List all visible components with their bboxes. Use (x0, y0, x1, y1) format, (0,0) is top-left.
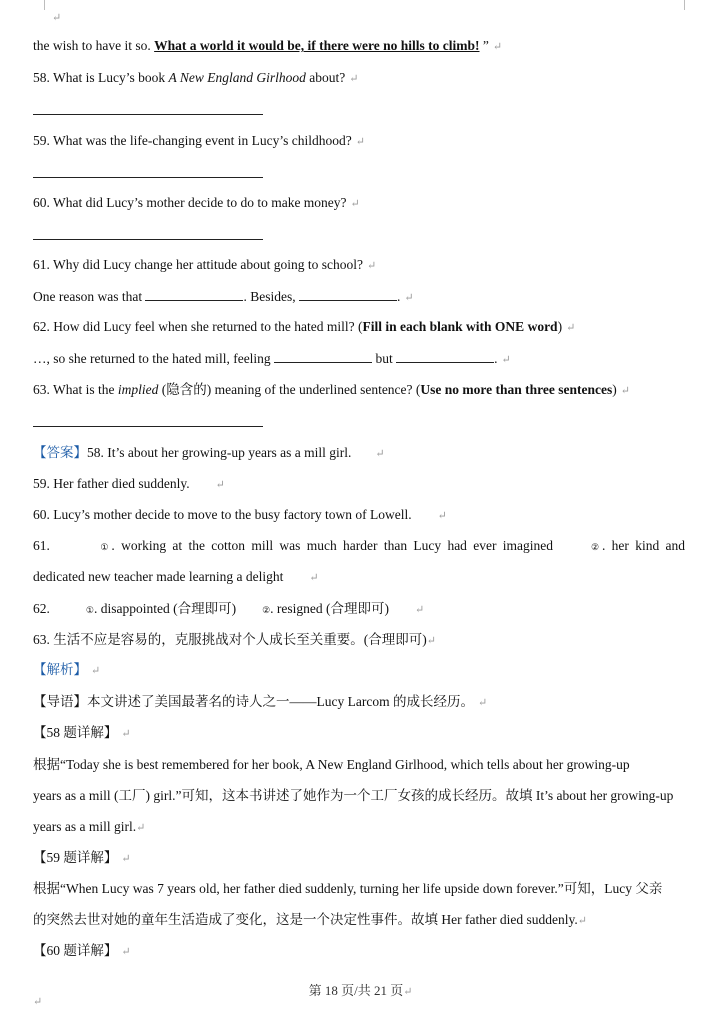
answer-61-line1: 61. ①. working at the cotton mill was much harder than Lucy had ever imagined ②. her kind and (33, 538, 686, 553)
answer-blank-60[interactable] (33, 238, 263, 240)
answer-61 (33, 537, 685, 556)
detail-60-heading: 【60 题详解】 ↵ (33, 943, 131, 958)
answer-58: 【答案】58. It’s about her growing-up years as a mill girl. ↵ (33, 445, 385, 460)
answer-61-continued: dedicated new teacher made learning a delight ↵ (33, 569, 319, 584)
answer-blank-58[interactable] (33, 113, 263, 115)
answer-blank-63[interactable] (33, 425, 263, 427)
paragraph-mark: ↵ (52, 12, 62, 24)
question-62: 62. How did Lucy feel when she returned to the hated mill? (Fill in each blank with ONE word) ↵ (33, 319, 576, 334)
answer-tag: 【答案】 (33, 445, 87, 460)
answer-blank-59[interactable] (33, 176, 263, 178)
detail-58-line3: years as a mill girl.↵ (33, 819, 146, 834)
question-63: 63. What is the implied (隐含的) meaning of the underlined sentence? (Use no more than three sentences) ↵ (33, 382, 630, 397)
fill-blank[interactable] (274, 350, 372, 363)
page-corner-mark-left (32, 0, 45, 10)
question-62-fill: …, so she returned to the hated mill, feeling but . ↵ (33, 351, 511, 366)
page-number: 第 18 页/共 21 页 (308, 983, 404, 998)
page-footer: 第 18 页/共 21 页↵ (308, 983, 413, 998)
question-61: 61. Why did Lucy change her attitude about going to school? ↵ (33, 257, 377, 272)
bottom-paragraph-mark: ↵ (33, 996, 43, 1008)
fill-blank[interactable] (299, 288, 397, 301)
fill-blank[interactable] (396, 350, 494, 363)
guide-paragraph: 【导语】本文讲述了美国最著名的诗人之一——Lucy Larcom 的成长经历。 ↵ (33, 694, 488, 709)
question-59: 59. What was the life-changing event in Lucy’s childhood? ↵ (33, 133, 366, 148)
detail-59-heading: 【59 题详解】 ↵ (33, 850, 131, 865)
detail-58-heading: 【58 题详解】 ↵ (33, 725, 131, 740)
passage-end-line: the wish to have it so. What a world it would be, if there were no hills to climb! ” ↵ (33, 38, 503, 53)
detail-58-line1: 根据“Today she is best remembered for her book, A New England Girlhood, which tells about her growing-up (33, 757, 630, 772)
answer-59: 59. Her father died suddenly. ↵ (33, 476, 225, 491)
fill-blank[interactable] (145, 288, 243, 301)
question-61-fill: One reason was that . Besides, . ↵ (33, 289, 414, 304)
detail-59-line2: 的突然去世对她的童年生活造成了变化，这是一个决定性事件。故填 Her father died suddenly.↵ (33, 912, 587, 927)
answer-60: 60. Lucy’s mother decide to move to the busy factory town of Lowell. ↵ (33, 507, 447, 522)
detail-59-line1: 根据“When Lucy was 7 years old, her father died suddenly, turning her life upside down forever.”可知，Lucy 父亲 (33, 881, 663, 896)
analysis-tag: 【解析】 ↵ (33, 662, 101, 677)
answer-62: 62. ①. disappointed (合理即可) ②. resigned (合理即可) ↵ (33, 601, 425, 616)
underlined-sentence: What a world it would be, if there were no hills to climb! (154, 38, 480, 53)
question-60: 60. What did Lucy’s mother decide to do to make money? ↵ (33, 195, 360, 210)
detail-58-line2: years as a mill (工厂) girl.”可知，这本书讲述了她作为一个工厂女孩的成长经历。故填 It’s about her growing-up (33, 788, 674, 803)
answer-63: 63. 生活不应是容易的，克服挑战对个人成长至关重要。(合理即可)↵ (33, 632, 436, 647)
page-corner-mark-right (684, 0, 697, 10)
question-58: 58. What is Lucy’s book A New England Girlhood about? ↵ (33, 70, 359, 85)
